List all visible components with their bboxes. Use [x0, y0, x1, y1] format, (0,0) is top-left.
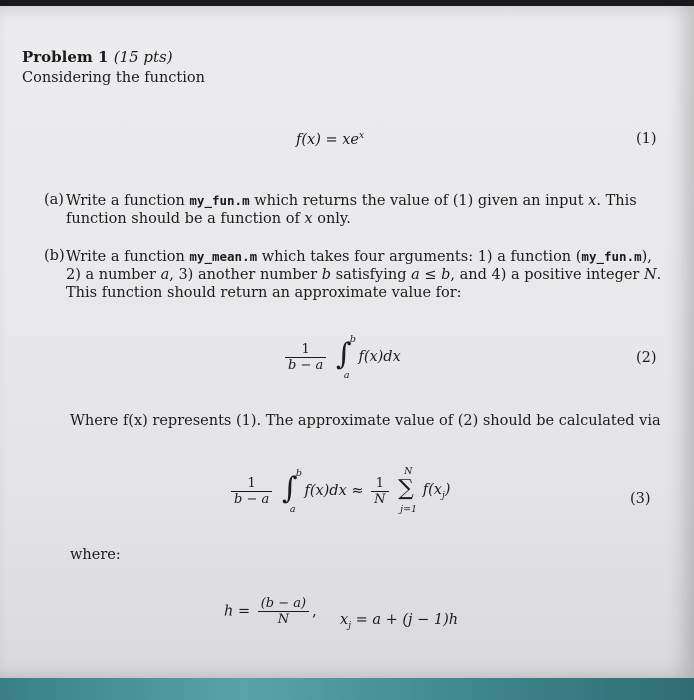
equation-h: h = $\frac{(b - a)}{N}$ , — [224, 596, 317, 627]
equation-1-number: (1) — [636, 131, 657, 147]
equation-3: $\frac{1}{b - a}$ ∫ b a f(x)dx ≈ $\frac{1}{N}$ ∑ N j=1 $f(x_j)$ — [228, 468, 450, 514]
equation-x-j: $x_j = a + (j - 1)h$ — [340, 612, 459, 631]
equation-2: $\frac{1}{b - a}$ ∫ b a f(x)dx — [282, 336, 401, 378]
integral-sign-3: ∫ b a — [281, 468, 302, 515]
desk-background — [0, 678, 694, 700]
homework-page — [0, 6, 694, 678]
equation-3-fraction: $\frac{1}{b - a}$ — [231, 476, 272, 507]
equation-3-number: (3) — [630, 491, 651, 507]
part-a-text: Write a function my_fun.m which returns the value of (1) given an input x. This function should be a function of x only. — [66, 193, 637, 227]
problem-points: (15 pts) — [113, 48, 173, 66]
code-my-mean: my_mean.m — [189, 249, 258, 264]
summation-sign: ∑ N j=1 — [398, 466, 418, 515]
equation-2-fraction: $\frac{1}{b - a}$ — [285, 342, 326, 373]
part-b-label: (b) — [44, 248, 65, 264]
integral-sign: ∫ b a — [335, 334, 356, 381]
equation-h-fraction: $\frac{(b - a)}{N}$ — [258, 596, 309, 627]
equation-1: $f(x) = xe^x$ — [296, 131, 365, 148]
problem-title: Problem 1 (15 pts) — [22, 48, 173, 66]
equation-3-sum-fraction: $\frac{1}{N}$ — [371, 476, 388, 507]
equation-2-number: (2) — [636, 350, 657, 366]
where-statement: Where f(x) represents (1). The approximate value of (2) should be calculated via — [70, 413, 661, 429]
where-label: where: — [70, 547, 121, 563]
part-a-label: (a) — [44, 192, 64, 208]
code-my-fun-arg: my_fun.m — [581, 249, 642, 264]
code-my-fun: my_fun.m — [189, 193, 250, 208]
problem-intro: Considering the function — [22, 70, 205, 86]
part-b-text: Write a function my_mean.m which takes four arguments: 1) a function (my_fun.m), 2) a number a, 3) another number b satisfying a ≤ b, and 4) a positive integer N. This function should return an approximate value for: — [66, 249, 662, 301]
